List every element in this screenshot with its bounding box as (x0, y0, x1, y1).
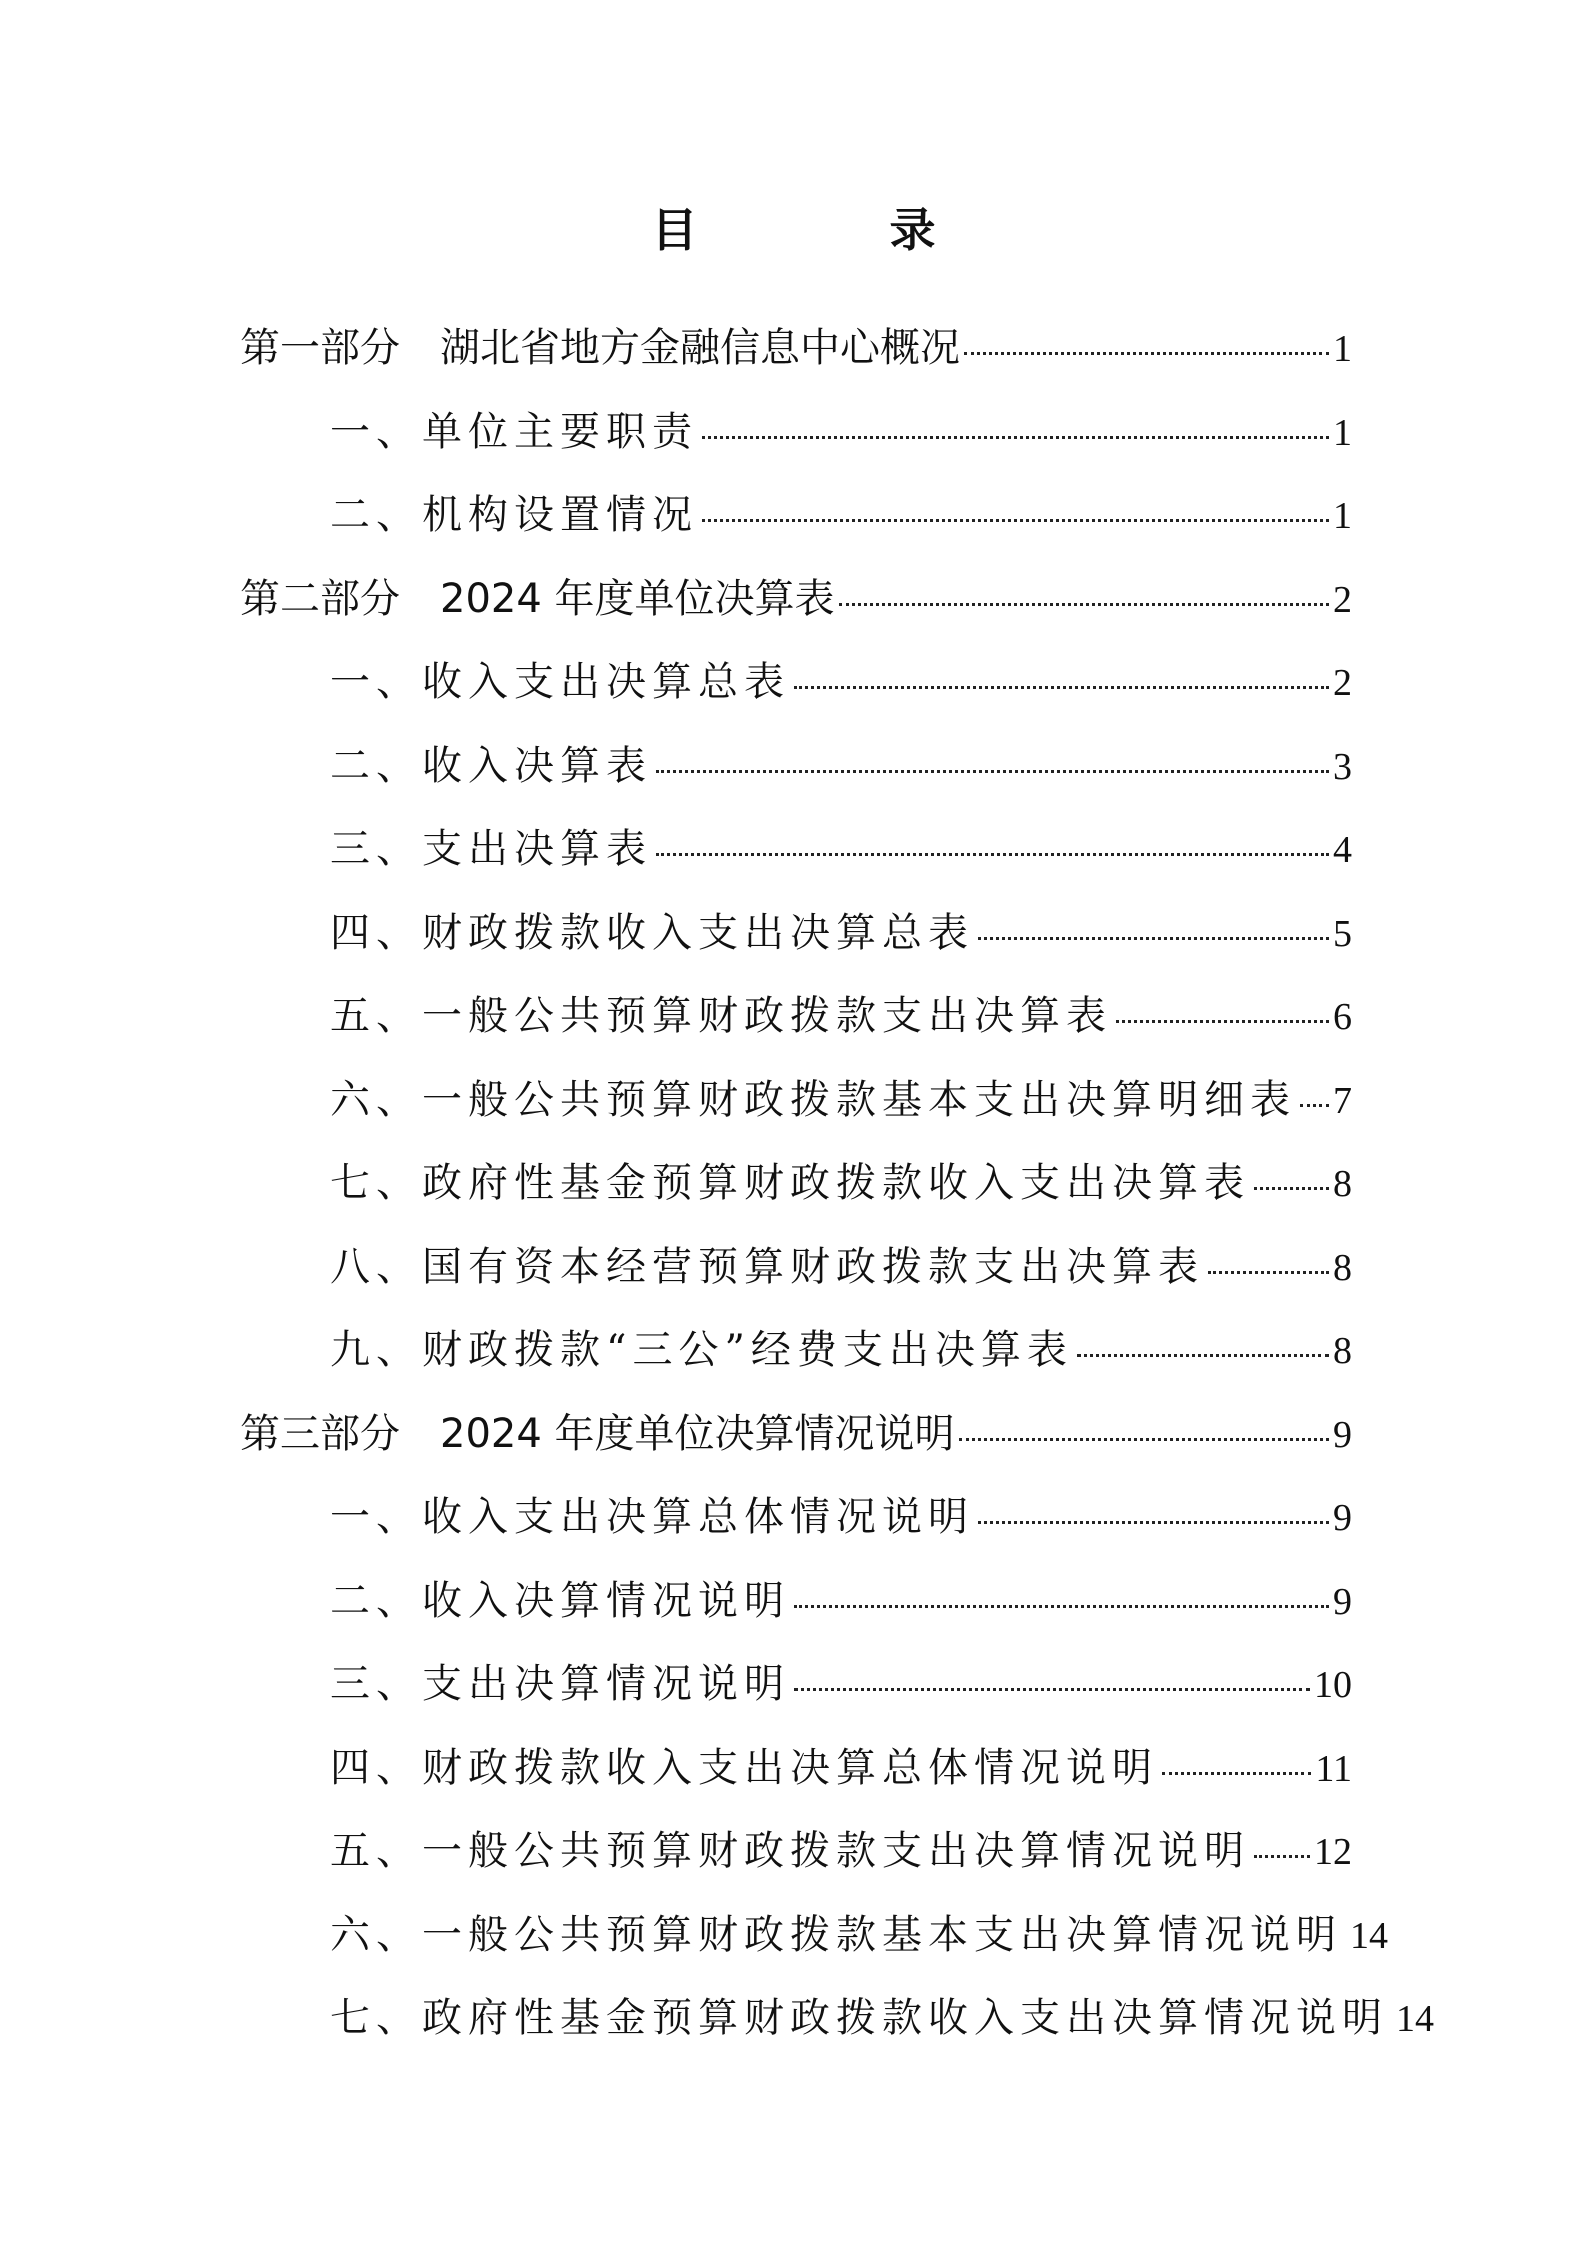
toc-dot-leader (794, 1688, 1310, 1691)
toc-entry-label: 六、一般公共预算财政拨款基本支出决算明细表 (330, 1076, 1296, 1123)
toc-page-number: 8 (1333, 1163, 1352, 1205)
toc-item-entry[interactable] (330, 819, 1352, 879)
toc-page-number: 3 (1333, 745, 1352, 788)
toc-item-entry[interactable] (330, 1153, 1352, 1213)
toc-page-number: 14 (1350, 1914, 1388, 1957)
toc-dot-leader (656, 770, 1329, 773)
toc-entry-label: 九、财政拨款“三公”经费支出决算表 (330, 1327, 1073, 1373)
toc-page-number: 1 (1333, 328, 1352, 370)
toc-dot-leader (702, 436, 1329, 439)
toc-item-entry[interactable] (330, 903, 1352, 963)
toc-item-entry[interactable] (330, 1905, 1388, 1965)
toc-dot-leader (978, 937, 1329, 940)
toc-page-number: 1 (1333, 411, 1352, 454)
toc-page-number: 6 (1333, 996, 1352, 1038)
toc-dot-leader (1300, 1104, 1329, 1107)
toc-dot-leader (794, 686, 1329, 689)
toc-item-entry[interactable] (330, 1320, 1352, 1380)
toc-page-number: 1 (1333, 495, 1352, 537)
toc-entry-label: 第三部分 2024 年度单位决算情况说明 (240, 1410, 955, 1457)
toc-section-entry[interactable] (240, 318, 1352, 378)
toc-item-entry[interactable] (330, 736, 1352, 796)
toc-dot-leader (702, 519, 1329, 522)
toc-page-number: 12 (1314, 1831, 1352, 1873)
toc-item-entry[interactable] (330, 1738, 1352, 1798)
toc-entry-label: 六、一般公共预算财政拨款基本支出决算情况说明 (330, 1911, 1342, 1958)
toc-page-number: 9 (1333, 1413, 1352, 1456)
toc-item-entry[interactable] (330, 402, 1352, 462)
toc-dot-leader (656, 853, 1329, 856)
toc-item-entry[interactable] (330, 1237, 1352, 1297)
toc-item-entry[interactable] (330, 485, 1352, 545)
toc-page-number: 14 (1396, 1998, 1434, 2040)
toc-item-entry[interactable] (330, 1487, 1352, 1547)
toc-title: 目 录 (651, 203, 1024, 257)
toc-entry-label: 二、收入决算情况说明 (330, 1577, 790, 1624)
toc-item-entry[interactable] (330, 986, 1352, 1046)
toc-entry-label: 第二部分 2024 年度单位决算表 (240, 575, 835, 622)
toc-page-number: 11 (1315, 1747, 1352, 1790)
toc-item-entry[interactable] (330, 1821, 1352, 1881)
toc-entry-label: 二、机构设置情况 (330, 492, 698, 538)
toc-item-entry[interactable] (330, 1571, 1352, 1631)
toc-section-entry[interactable] (240, 1404, 1352, 1464)
toc-entry-label: 一、单位主要职责 (330, 408, 698, 455)
toc-dot-leader (959, 1438, 1329, 1441)
toc-page-number: 8 (1333, 1246, 1352, 1289)
toc-entry-label: 三、支出决算情况说明 (330, 1661, 790, 1707)
toc-page-number: 10 (1314, 1664, 1352, 1706)
toc-dot-leader (1208, 1271, 1329, 1274)
toc-item-entry[interactable] (330, 1654, 1352, 1714)
toc-entry-label: 五、一般公共预算财政拨款支出决算表 (330, 993, 1112, 1039)
toc-page-number: 5 (1333, 912, 1352, 955)
toc-entry-label: 五、一般公共预算财政拨款支出决算情况说明 (330, 1828, 1250, 1874)
toc-entry-label: 八、国有资本经营预算财政拨款支出决算表 (330, 1243, 1204, 1290)
toc-entry-label: 三、支出决算表 (330, 826, 652, 872)
toc-entry-label: 七、政府性基金预算财政拨款收入支出决算情况说明 (330, 1995, 1388, 2041)
toc-page-number: 2 (1333, 578, 1352, 621)
toc-entry-label: 一、收入支出决算总表 (330, 659, 790, 705)
toc-dot-leader (1077, 1354, 1329, 1357)
toc-page-number: 4 (1333, 829, 1352, 871)
toc-entry-label: 四、财政拨款收入支出决算总体情况说明 (330, 1744, 1158, 1791)
toc-entry-label: 四、财政拨款收入支出决算总表 (330, 909, 974, 956)
toc-page-number: 9 (1333, 1497, 1352, 1539)
toc-page-number: 2 (1333, 662, 1352, 704)
toc-dot-leader (1162, 1772, 1311, 1775)
toc-item-entry[interactable] (330, 652, 1352, 712)
toc-entry-label: 七、政府性基金预算财政拨款收入支出决算表 (330, 1160, 1250, 1206)
toc-item-entry[interactable] (330, 1070, 1352, 1130)
toc-dot-leader (1254, 1855, 1310, 1858)
toc-page-number: 9 (1333, 1580, 1352, 1623)
toc-entry-label: 一、收入支出决算总体情况说明 (330, 1494, 974, 1540)
toc-dot-leader (1116, 1020, 1329, 1023)
toc-dot-leader (964, 352, 1329, 355)
toc-entry-label: 二、收入决算表 (330, 742, 652, 789)
toc-dot-leader (1254, 1187, 1329, 1190)
toc-dot-leader (794, 1605, 1329, 1608)
toc-page-number: 8 (1333, 1330, 1352, 1372)
toc-page-number: 7 (1333, 1079, 1352, 1122)
toc-item-entry[interactable] (330, 1988, 1434, 2048)
toc-entry-label: 第一部分 湖北省地方金融信息中心概况 (240, 325, 960, 371)
toc-dot-leader (978, 1521, 1329, 1524)
toc-dot-leader (839, 603, 1329, 606)
toc-section-entry[interactable] (240, 569, 1352, 629)
